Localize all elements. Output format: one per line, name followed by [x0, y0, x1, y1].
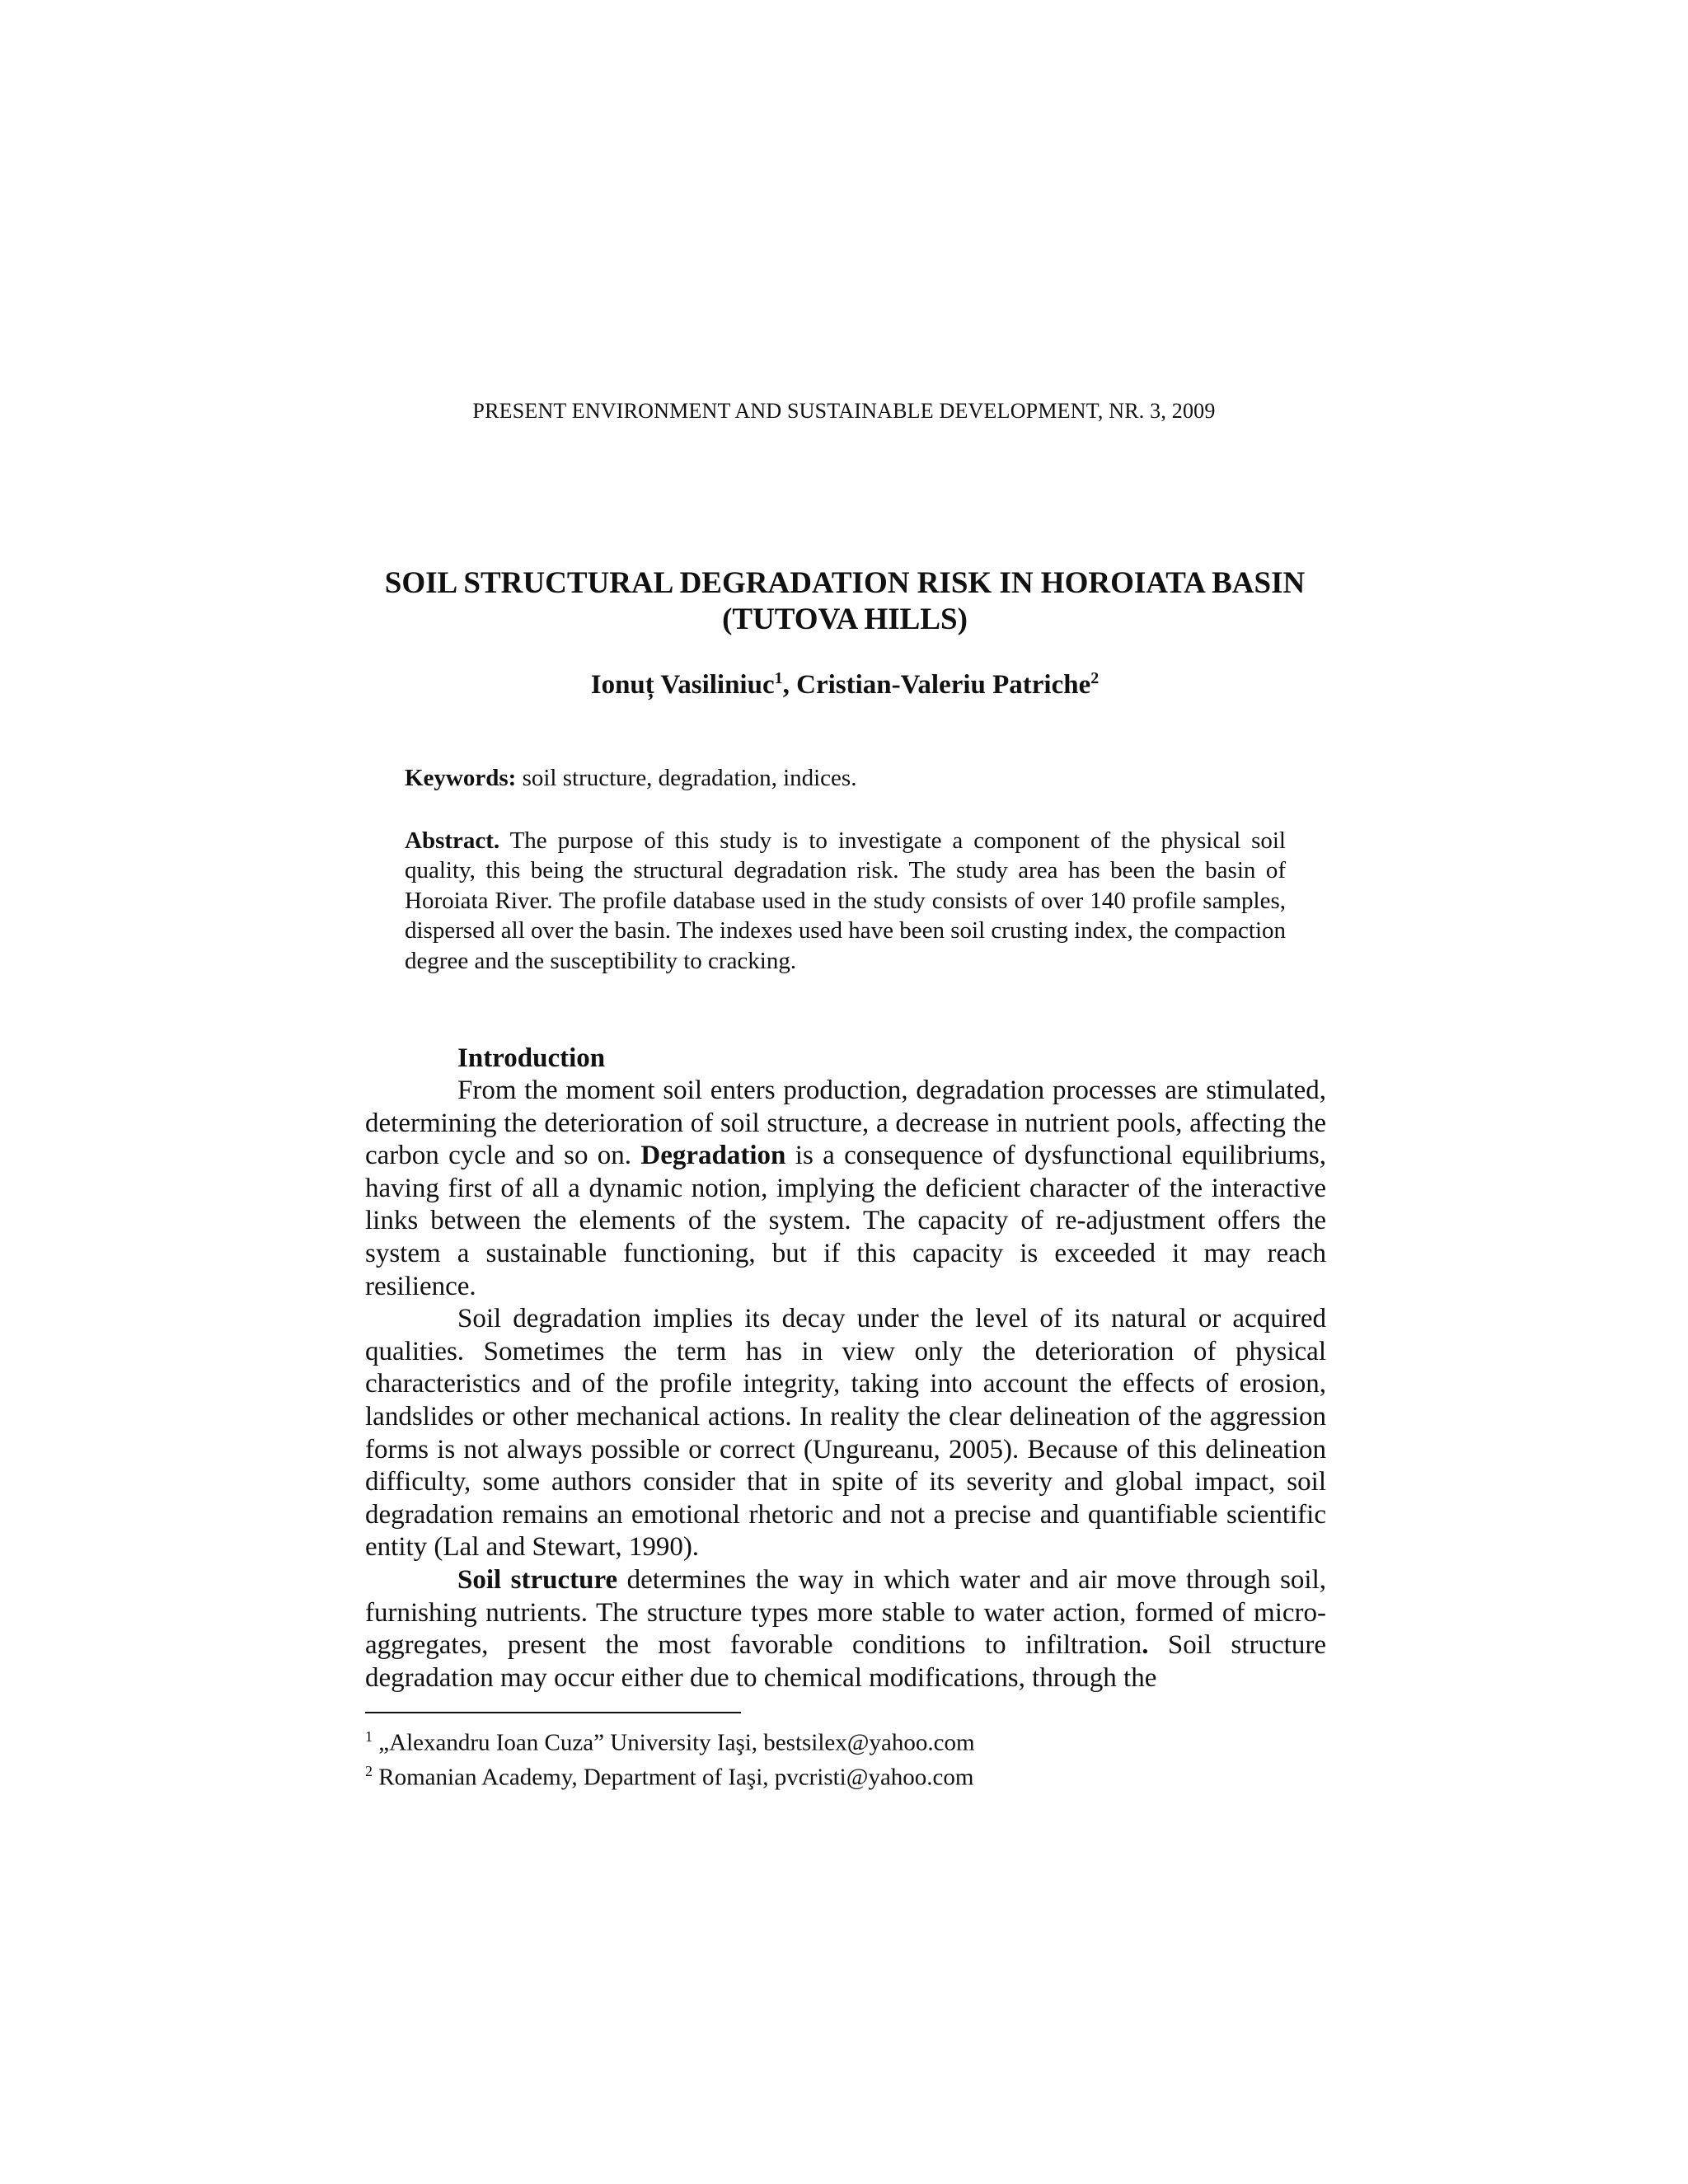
abstract-text: The purpose of this study is to investigate a component of the physical soil quality, this being the structural degradation risk. The study area has been the basin of Horoiata River. The profile database used in the study consists of over 140 profile samples, dispersed all over the basin. The indexes used have been soil crusting index, the compaction degree and the susceptibility to cracking. — [405, 827, 1286, 974]
footnote-divider — [365, 1712, 741, 1713]
term-degradation: Degradation — [640, 1141, 786, 1171]
keywords-label: Keywords: — [405, 765, 517, 791]
title-line-1: SOIL STRUCTURAL DEGRADATION RISK IN HOROIATA BASIN — [384, 566, 1306, 600]
paragraph-3-text-b: Soil structure degradation may occur either due to chemical modifications, through the — [365, 1630, 1326, 1693]
author-2: Cristian-Valeriu Patriche — [796, 670, 1091, 700]
author-list — [354, 669, 1335, 701]
paragraph-1 — [365, 1075, 1326, 1303]
paragraph-1-text-b: is a consequence of dysfunctional equilibriums, having first of all a dynamic notion, implying the deficient character of the interactive links between the elements of the system. The capacity of re-adjustment offers the system a sustainable functioning, but if this capacity is exceeded it may reach resilience. — [365, 1141, 1326, 1301]
bold-period: . — [1142, 1630, 1149, 1661]
title-line-2: (TUTOVA HILLS) — [722, 602, 968, 636]
author-1: Ionuț Vasiliniuc — [590, 670, 775, 700]
author-1-affiliation-mark: 1 — [774, 669, 783, 687]
footnote-1-mark: 1 — [365, 1728, 373, 1745]
term-soil-structure: Soil structure — [457, 1564, 618, 1595]
paper-title — [354, 565, 1335, 638]
keywords-text: soil structure, degradation, indices. — [516, 765, 857, 791]
paragraph-3-text-a: determines the way in which water and air move through soil, furnishing nutrients. The structure types more stable to water action, formed of micro-aggregates, present the most favorable conditions to infiltration — [365, 1564, 1326, 1661]
author-separator: , — [782, 670, 797, 700]
author-2-affiliation-mark: 2 — [1090, 669, 1100, 687]
paragraph-1-text-a: From the moment soil enters production, degradation processes are stimulated, determining the deterioration of soil structure, a decrease in nutrient pools, affecting the carbon cycle and so on. — [365, 1076, 1326, 1171]
keywords — [405, 765, 1286, 792]
footnote-2-text: Romanian Academy, Department of Iaşi, pvcristi@yahoo.com — [373, 1764, 974, 1791]
footnotes — [365, 1722, 1326, 1791]
footnote-1 — [365, 1722, 1326, 1757]
section-heading-introduction: Introduction — [457, 1043, 606, 1073]
running-head: PRESENT ENVIRONMENT AND SUSTAINABLE DEVELOPMENT, NR. 3, 2009 — [472, 399, 1216, 423]
footnote-2 — [365, 1757, 1326, 1792]
footnote-2-mark: 2 — [365, 1762, 373, 1779]
footnote-1-text: „Alexandru Ioan Cuza” University Iaşi, bestsilex@yahoo.com — [373, 1729, 975, 1756]
abstract-label: Abstract. — [405, 827, 500, 854]
body-text — [365, 1075, 1326, 1694]
paragraph-2: Soil degradation implies its decay under the level of its natural or acquired qualities. Sometimes the term has in view only the deterioration of physical characteristics and of the profile integrity, taking into account the effects of erosion, landslides or other mechanical actions. In reality the clear delineation of the aggression forms is not always possible or correct (Ungureanu, 2005). Because of this delineation difficulty, some authors consider that in spite of its severity and global impact, soil degradation remains an emotional rhetoric and not a precise and quantifiable scientific entity (Lal and Stewart, 1990). — [365, 1304, 1326, 1563]
paragraph-3 — [365, 1564, 1326, 1694]
abstract — [405, 826, 1286, 976]
